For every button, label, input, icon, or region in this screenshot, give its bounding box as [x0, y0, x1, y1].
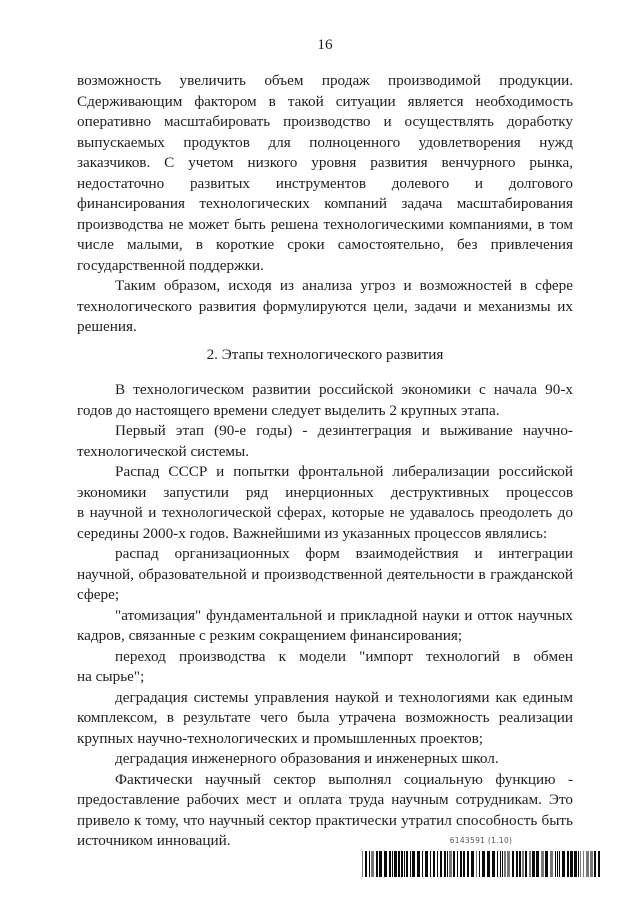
paragraph: Фактически научный сектор выполнял социальную функцию - предоставление рабочих мест и оплата труда научным сотрудникам. Это привело к тому, что научный сектор практически утратил способность быть источником инноваций.	[77, 770, 573, 849]
barcode	[362, 851, 600, 877]
paragraph: деградация системы управления наукой и технологиями как единым комплексом, в результате чего была утрачена возможность реализации крупных научно-технологических и промышленных проектов;	[77, 688, 573, 747]
paragraph: Первый этап (90-е годы) - дезинтеграция и выживание научно-технологической системы.	[77, 422, 573, 460]
paragraph: переход производства к модели "импорт технологий в обмен на сырье";	[77, 647, 573, 685]
paragraph: Таким образом, исходя из анализа угроз и возможностей в сфере технологического развития формулируются цели, задачи и механизмы их решения.	[77, 277, 573, 335]
paragraph: В технологическом развитии российской экономики с начала 90-х годов до настоящего времени следует выделить 2 крупных этапа.	[77, 381, 573, 419]
document-body	[77, 71, 573, 852]
paragraph: возможность увеличить объем продаж производимой продукции. Сдерживающим фактором в такой ситуации является необходимость оперативно масштабировать производство и осуществлять доработку выпускаемых продуктов для полноценного удовлетворения нужд заказчиков. С учетом низкого уровня развития венчурного рынка, недостаточно развитых инструментов долевого и долгового финансирования технологических компаний задача масштабирования производства не может быть решена технологическими компаниями, в том числе малыми, в короткие сроки самостоятельно, без привлечения государственной поддержки.	[77, 72, 573, 274]
paragraph: распад организационных форм взаимодействия и интеграции научной, образовательной и производственной деятельности в гражданской сфере;	[77, 545, 573, 603]
paragraph: "атомизация" фундаментальной и прикладной науки и отток научных кадров, связанные с резким сокращением финансирования;	[77, 606, 573, 644]
section-heading: 2. Этапы технологического развития	[206, 345, 444, 363]
page-number: 16	[317, 36, 333, 53]
paragraph: деградация инженерного образования и инженерных школ.	[115, 750, 499, 767]
barcode-label: 6143591 (1.10)	[449, 836, 513, 845]
paragraph: Распад СССР и попытки фронтальной либерализации российской экономики запустили ряд инерционных деструктивных процессов в научной и технологической сферах, которые не удавалось преодолеть до середины 2000-х годов. Важнейшими из указанных процессов являлись:	[77, 463, 573, 542]
